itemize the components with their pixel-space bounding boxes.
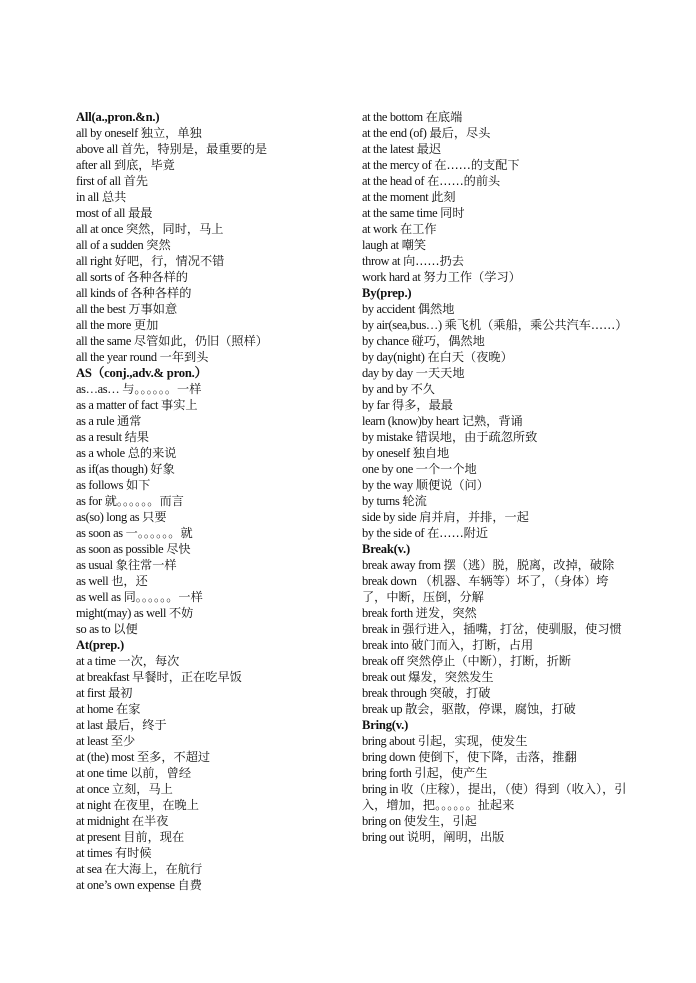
- phrase-chinese: 早餐时，正在吃早饭: [132, 670, 242, 684]
- phrase-chinese: 独自地: [412, 446, 450, 460]
- phrase-english: all the year round: [76, 350, 157, 364]
- phrase-english: all right: [76, 254, 112, 268]
- phrase-chinese: 以便: [113, 622, 138, 636]
- phrase-entry: [362, 525, 632, 541]
- phrase-english: break forth: [362, 606, 413, 620]
- phrase-chinese: 尽管如此，仍旧（照样）: [133, 334, 268, 348]
- phrase-chinese: 在底端: [425, 110, 463, 124]
- phrase-chinese: 强行进入，插嘴，打岔，使驯服，使习惯: [402, 622, 622, 636]
- phrase-english: as usual: [76, 558, 113, 572]
- phrase-english: day by day: [362, 366, 413, 380]
- phrase-english: all sorts of: [76, 270, 125, 284]
- phrase-english: all the same: [76, 334, 131, 348]
- phrase-english: bring forth: [362, 766, 412, 780]
- phrase-chinese: 最最: [128, 206, 153, 220]
- phrase-chinese: 突然: [146, 238, 171, 252]
- phrase-chinese: 在半夜: [131, 814, 169, 828]
- phrase-chinese: 在家: [116, 702, 141, 716]
- section-heading-all-a-pron-n: All(a.,pron.&n.): [76, 110, 160, 124]
- left-column: [76, 109, 336, 893]
- phrase-entry: [76, 189, 336, 205]
- phrase-chinese: 引起，使产生: [414, 766, 488, 780]
- phrase-chinese: 错误地，由于疏忽所致: [415, 430, 538, 444]
- phrase-entry: [76, 381, 336, 397]
- phrase-entry: [76, 173, 336, 189]
- phrase-chinese: 独立，单独: [140, 126, 202, 140]
- phrase-chinese: 突破，打破: [429, 686, 491, 700]
- phrase-entry: [362, 141, 632, 157]
- phrase-english: one by one: [362, 462, 413, 476]
- phrase-chinese: 乘飞机（乘船，乘公共汽车……）: [444, 318, 628, 332]
- phrase-english: as for: [76, 494, 102, 508]
- phrase-chinese: 不久: [410, 382, 435, 396]
- phrase-english: at the moment: [362, 190, 429, 204]
- phrase-english: as…as…: [76, 382, 120, 396]
- phrase-entry: [362, 125, 632, 141]
- phrase-entry: [362, 573, 632, 605]
- phrase-english: at one’s own expense: [76, 878, 175, 892]
- phrase-entry: [76, 573, 336, 589]
- phrase-english: at the head of: [362, 174, 425, 188]
- phrase-entry: [76, 861, 336, 877]
- phrase-chinese: 一次，每次: [118, 654, 180, 668]
- phrase-entry: [76, 333, 336, 349]
- phrase-chinese: （机器、车辆等）坏了，（身体）垮了，中断，压倒，分解: [362, 574, 609, 604]
- phrase-english: all the more: [76, 318, 131, 332]
- phrase-english: laugh at: [362, 238, 399, 252]
- phrase-chinese: 摆（逃）脱，脱离，改掉，破除: [443, 558, 615, 572]
- phrase-english: by and by: [362, 382, 408, 396]
- phrase-chinese: 事实上: [161, 398, 198, 412]
- phrase-chinese: 引起，实现，使发生: [417, 734, 528, 748]
- phrase-entry: [76, 525, 336, 541]
- phrase-entry: [76, 749, 336, 765]
- phrase-english: as soon as possible: [76, 542, 164, 556]
- phrase-chinese: 最初: [108, 686, 133, 700]
- phrase-english: at midnight: [76, 814, 129, 828]
- phrase-chinese: 嘲笑: [401, 238, 427, 252]
- phrase-entry: [76, 285, 336, 301]
- phrase-chinese: 首先，特别是，最重要的是: [120, 142, 268, 156]
- phrase-entry: [362, 669, 632, 685]
- phrase-english: above all: [76, 142, 118, 156]
- phrase-entry: [362, 685, 632, 701]
- phrase-english: by the way: [362, 478, 413, 492]
- phrase-entry: [76, 669, 336, 685]
- phrase-entry: [76, 237, 336, 253]
- phrase-english: by day(night): [362, 350, 425, 364]
- phrase-english: break in: [362, 622, 400, 636]
- phrase-english: bring about: [362, 734, 415, 748]
- phrase-entry: [362, 781, 632, 813]
- phrase-english: at breakfast: [76, 670, 130, 684]
- phrase-chinese: 说明，阐明，出版: [406, 830, 505, 844]
- phrase-chinese: 在大海上，在航行: [104, 862, 203, 876]
- phrase-entry: [76, 157, 336, 173]
- phrase-entry: [362, 653, 632, 669]
- phrase-chinese: 在白天（夜晚）: [427, 350, 513, 364]
- phrase-chinese: 至多，不超过: [136, 750, 211, 764]
- phrase-chinese: 在……的支配下: [434, 158, 520, 172]
- phrase-entry: [362, 829, 632, 845]
- phrase-entry: [362, 813, 632, 829]
- phrase-entry: [76, 253, 336, 269]
- phrase-entry: [362, 317, 632, 333]
- phrase-chinese: 以前，曾经: [130, 766, 192, 780]
- phrase-english: at the end (of): [362, 126, 427, 140]
- phrase-english: all kinds of: [76, 286, 128, 300]
- phrase-entry: [76, 653, 336, 669]
- phrase-chinese: 通常: [117, 414, 142, 428]
- phrase-chinese: 在工作: [399, 222, 437, 236]
- phrase-chinese: 一。。。。。。就: [125, 526, 193, 540]
- phrase-entry: [362, 605, 632, 621]
- phrase-chinese: 散会，驱散，停课，腐蚀，打破: [405, 702, 576, 716]
- phrase-entry: [362, 269, 632, 285]
- phrase-chinese: 目前，现在: [123, 830, 185, 844]
- phrase-english: first of all: [76, 174, 121, 188]
- phrase-english: bring out: [362, 830, 404, 844]
- phrase-english: most of all: [76, 206, 126, 220]
- phrase-english: bring on: [362, 814, 401, 828]
- phrase-entry: [76, 397, 336, 413]
- phrase-chinese: 与。。。。。。一样: [122, 382, 202, 396]
- phrase-english: as if(as though): [76, 462, 148, 476]
- phrase-english: by chance: [362, 334, 409, 348]
- phrase-entry: [362, 461, 632, 477]
- phrase-english: learn (know)by heart: [362, 414, 459, 428]
- phrase-english: bring down: [362, 750, 416, 764]
- phrase-chinese: 使倒下，使下降，击落，推翻: [418, 750, 577, 764]
- phrase-entry: [362, 397, 632, 413]
- phrase-english: as follows: [76, 478, 124, 492]
- phrase-english: all by oneself: [76, 126, 138, 140]
- phrase-chinese: 顺便说（问）: [415, 478, 489, 492]
- phrase-english: as soon as: [76, 526, 123, 540]
- phrase-entry: [362, 381, 632, 397]
- phrase-entry: [362, 301, 632, 317]
- section-heading-by-prep: By(prep.): [362, 286, 412, 300]
- phrase-entry: [362, 557, 632, 573]
- phrase-english: at once: [76, 782, 109, 796]
- phrase-entry: [362, 509, 632, 525]
- phrase-chinese: 尽快: [166, 542, 191, 556]
- phrase-entry: [76, 349, 336, 365]
- phrase-entry: [362, 237, 632, 253]
- phrase-entry: [76, 589, 336, 605]
- phrase-chinese: 同。。。。。。一样: [123, 590, 203, 604]
- phrase-english: at the latest: [362, 142, 414, 156]
- phrase-entry: [362, 349, 632, 365]
- phrase-chinese: 突然停止（中断），打断，折断: [406, 654, 572, 668]
- phrase-english: by air(sea,bus…): [362, 318, 442, 332]
- phrase-entry: [76, 461, 336, 477]
- phrase-chinese: 自费: [177, 878, 202, 892]
- phrase-chinese: 记熟，背诵: [461, 414, 523, 428]
- phrase-english: break down: [362, 574, 417, 588]
- phrase-chinese: 如下: [126, 478, 151, 492]
- phrase-entry: [76, 269, 336, 285]
- phrase-english: at sea: [76, 862, 102, 876]
- phrase-entry: [362, 477, 632, 493]
- phrase-english: in all: [76, 190, 100, 204]
- phrase-chinese: 向……扔去: [403, 254, 464, 268]
- phrase-chinese: 最迟: [416, 142, 442, 156]
- phrase-entry: [362, 189, 632, 205]
- phrase-chinese: 只要: [142, 510, 167, 524]
- phrase-entry: [76, 701, 336, 717]
- right-column: [362, 109, 632, 845]
- phrase-english: as a matter of fact: [76, 398, 159, 412]
- phrase-entry: [76, 509, 336, 525]
- phrase-entry: [362, 157, 632, 173]
- phrase-english: all at once: [76, 222, 124, 236]
- phrase-entry: [76, 685, 336, 701]
- phrase-entry: [362, 365, 632, 381]
- phrase-english: break out: [362, 670, 406, 684]
- phrase-chinese: 就。。。。。。而言: [104, 494, 184, 508]
- phrase-english: as a rule: [76, 414, 115, 428]
- phrase-entry: [76, 605, 336, 621]
- phrase-chinese: 也，还: [111, 574, 148, 588]
- section-heading-at-prep: At(prep.): [76, 638, 124, 652]
- phrase-chinese: 使发生，引起: [403, 814, 477, 828]
- phrase-english: bring in: [362, 782, 399, 796]
- phrase-chinese: 最后，尽头: [429, 126, 491, 140]
- phrase-chinese: 一年到头: [159, 350, 209, 364]
- phrase-chinese: 总共: [101, 190, 127, 204]
- phrase-english: by the side of: [362, 526, 425, 540]
- phrase-chinese: 有时候: [115, 846, 152, 860]
- phrase-chinese: 好象: [150, 462, 175, 476]
- phrase-english: so as to: [76, 622, 111, 636]
- phrase-entry: [76, 845, 336, 861]
- phrase-english: throw at: [362, 254, 401, 268]
- phrase-entry: [76, 829, 336, 845]
- phrase-english: break away from: [362, 558, 441, 572]
- phrase-english: at night: [76, 798, 111, 812]
- phrase-entry: [76, 301, 336, 317]
- phrase-entry: [362, 253, 632, 269]
- phrase-english: break into: [362, 638, 409, 652]
- phrase-entry: [76, 429, 336, 445]
- phrase-chinese: 一个一个地: [415, 462, 477, 476]
- phrase-chinese: 各种各样的: [127, 270, 188, 284]
- phrase-chinese: 在夜里，在晚上: [113, 798, 199, 812]
- phrase-entry: [362, 637, 632, 653]
- phrase-chinese: 破门而入，打断，占用: [411, 638, 534, 652]
- phrase-entry: [76, 493, 336, 509]
- phrase-entry: [76, 125, 336, 141]
- phrase-chinese: 更加: [133, 318, 159, 332]
- phrase-chinese: 此刻: [431, 190, 456, 204]
- phrase-chinese: 不妨: [168, 606, 194, 620]
- phrase-english: all of a sudden: [76, 238, 144, 252]
- phrase-chinese: 在……附近: [427, 526, 489, 540]
- phrase-entry: [76, 221, 336, 237]
- phrase-chinese: 突然，同时，马上: [125, 222, 224, 236]
- phrase-chinese: 收（庄稼），提出，（使）得到（收入），引入，增加，把。。。。。。扯起来: [362, 782, 627, 812]
- phrase-english: at home: [76, 702, 114, 716]
- phrase-chinese: 各种各样的: [130, 286, 192, 300]
- phrase-english: at times: [76, 846, 113, 860]
- phrase-entry: [76, 781, 336, 797]
- phrase-english: at present: [76, 830, 121, 844]
- phrase-chinese: 象往常一样: [115, 558, 177, 572]
- phrase-english: as a whole: [76, 446, 125, 460]
- phrase-chinese: 偶然地: [417, 302, 455, 316]
- phrase-entry: [362, 413, 632, 429]
- phrase-english: break through: [362, 686, 427, 700]
- section-heading-break-v: Break(v.): [362, 542, 410, 556]
- phrase-chinese: 碰巧，偶然地: [411, 334, 485, 348]
- phrase-entry: [76, 541, 336, 557]
- phrase-chinese: 首先: [123, 174, 148, 188]
- phrase-english: break up: [362, 702, 403, 716]
- phrase-english: side by side: [362, 510, 417, 524]
- phrase-chinese: 肩并肩，并排，一起: [419, 510, 529, 524]
- phrase-english: at last: [76, 718, 103, 732]
- phrase-english: at one time: [76, 766, 128, 780]
- phrase-chinese: 迸发，突然: [415, 606, 477, 620]
- phrase-entry: [76, 621, 336, 637]
- section-heading-bring-v: Bring(v.): [362, 718, 409, 732]
- phrase-chinese: 轮流: [402, 494, 427, 508]
- phrase-entry: [362, 333, 632, 349]
- phrase-english: at the mercy of: [362, 158, 432, 172]
- phrase-entry: [362, 765, 632, 781]
- phrase-english: at the bottom: [362, 110, 423, 124]
- phrase-chinese: 一天天地: [415, 366, 465, 380]
- phrase-entry: [76, 813, 336, 829]
- phrase-chinese: 立刻，马上: [111, 782, 173, 796]
- phrase-entry: [362, 429, 632, 445]
- phrase-entry: [362, 205, 632, 221]
- phrase-chinese: 总的来说: [127, 446, 177, 460]
- phrase-entry: [76, 557, 336, 573]
- phrase-chinese: 结果: [124, 430, 149, 444]
- phrase-english: by far: [362, 398, 390, 412]
- phrase-entry: [76, 445, 336, 461]
- phrase-english: by accident: [362, 302, 415, 316]
- phrase-entry: [362, 749, 632, 765]
- phrase-entry: [76, 413, 336, 429]
- phrase-entry: [76, 317, 336, 333]
- phrase-english: at first: [76, 686, 106, 700]
- phrase-english: after all: [76, 158, 112, 172]
- phrase-english: as well as: [76, 590, 121, 604]
- phrase-entry: [362, 621, 632, 637]
- phrase-entry: [362, 109, 632, 125]
- phrase-chinese: 在……的前头: [427, 174, 501, 188]
- section-heading-as-conj-adv-pron: AS（conj.,adv.& pron.）: [76, 366, 207, 380]
- phrase-entry: [76, 477, 336, 493]
- phrase-entry: [76, 205, 336, 221]
- phrase-entry: [362, 173, 632, 189]
- phrase-english: as a result: [76, 430, 122, 444]
- phrase-entry: [362, 221, 632, 237]
- phrase-english: at least: [76, 734, 108, 748]
- phrase-entry: [362, 701, 632, 717]
- phrase-chinese: 万事如意: [128, 302, 178, 316]
- phrase-entry: [362, 445, 632, 461]
- phrase-chinese: 好吧，行，情况不错: [114, 254, 225, 268]
- phrase-english: at work: [362, 222, 398, 236]
- phrase-chinese: 到底，毕竟: [113, 158, 175, 172]
- phrase-entry: [76, 717, 336, 733]
- phrase-entry: [76, 733, 336, 749]
- phrase-chinese: 至少: [110, 734, 136, 748]
- phrase-english: at a time: [76, 654, 116, 668]
- phrase-entry: [76, 797, 336, 813]
- phrase-entry: [362, 733, 632, 749]
- phrase-entry: [76, 141, 336, 157]
- phrase-chinese: 同时: [440, 206, 465, 220]
- phrase-english: as well: [76, 574, 109, 588]
- phrase-english: work hard at: [362, 270, 421, 284]
- phrase-english: might(may) as well: [76, 606, 167, 620]
- phrase-english: at the same time: [362, 206, 438, 220]
- phrase-english: as(so) long as: [76, 510, 140, 524]
- phrase-entry: [362, 493, 632, 509]
- phrase-english: by mistake: [362, 430, 413, 444]
- phrase-chinese: 最后，终于: [105, 718, 167, 732]
- phrase-english: at (the) most: [76, 750, 135, 764]
- phrase-chinese: 努力工作（学习）: [423, 270, 521, 284]
- phrase-english: break off: [362, 654, 404, 668]
- phrase-english: by turns: [362, 494, 400, 508]
- phrase-entry: [76, 765, 336, 781]
- phrase-english: all the best: [76, 302, 126, 316]
- phrase-entry: [76, 877, 336, 893]
- phrase-chinese: 得多，最最: [392, 398, 453, 412]
- phrase-english: by oneself: [362, 446, 410, 460]
- phrase-chinese: 爆发，突然发生: [408, 670, 494, 684]
